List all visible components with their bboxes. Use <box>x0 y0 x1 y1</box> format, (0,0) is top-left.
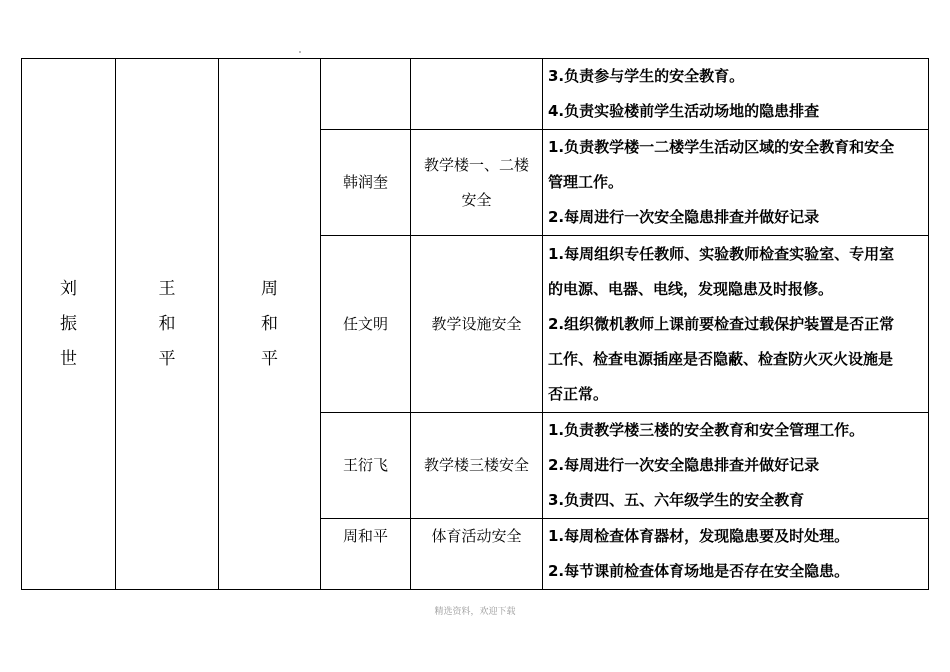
table-row <box>22 59 929 130</box>
duties-cell: 1.每周检查体育器材，发现隐患要及时处理。 2.每节课前检查体育场地是否存在安全隐患。 <box>543 519 929 590</box>
person-cell: 任文明 <box>321 236 411 413</box>
person-cell: 王衍飞 <box>321 413 411 519</box>
leader-cell-3: 周 和 平 <box>219 59 321 590</box>
person-cell <box>321 59 411 130</box>
duties-cell: 1.负责教学楼一二楼学生活动区域的安全教育和安全 管理工作。 2.每周进行一次安全隐患排查并做好记录 <box>543 130 929 236</box>
person-cell: 韩润奎 <box>321 130 411 236</box>
area-cell: 教学楼三楼安全 <box>411 413 543 519</box>
area-cell: 体育活动安全 <box>411 519 543 590</box>
page-mark <box>299 51 301 53</box>
area-cell <box>411 59 543 130</box>
area-cell: 教学设施安全 <box>411 236 543 413</box>
safety-duty-table <box>21 58 929 590</box>
duties-cell: 3.负责参与学生的安全教育。 4.负责实验楼前学生活动场地的隐患排查 <box>543 59 929 130</box>
page-footer: 精选资料，欢迎下载 <box>434 607 516 617</box>
leader-cell-2: 王 和 平 <box>116 59 219 590</box>
duties-cell: 1.每周组织专任教师、实验教师检查实验室、专用室 的电源、电器、电线，发现隐患及时报修。 2.组织微机教师上课前要检查过载保护装置是否正常 工作、检查电源插座是否隐蔽、检查防火灭火设施是 否正常。 <box>543 236 929 413</box>
duties-cell: 1.负责教学楼三楼的安全教育和安全管理工作。 2.每周进行一次安全隐患排查并做好记录 3.负责四、五、六年级学生的安全教育 <box>543 413 929 519</box>
area-cell: 教学楼一、二楼 安全 <box>411 130 543 236</box>
person-cell: 周和平 <box>321 519 411 590</box>
leader-cell-1: 刘 振 世 <box>22 59 116 590</box>
